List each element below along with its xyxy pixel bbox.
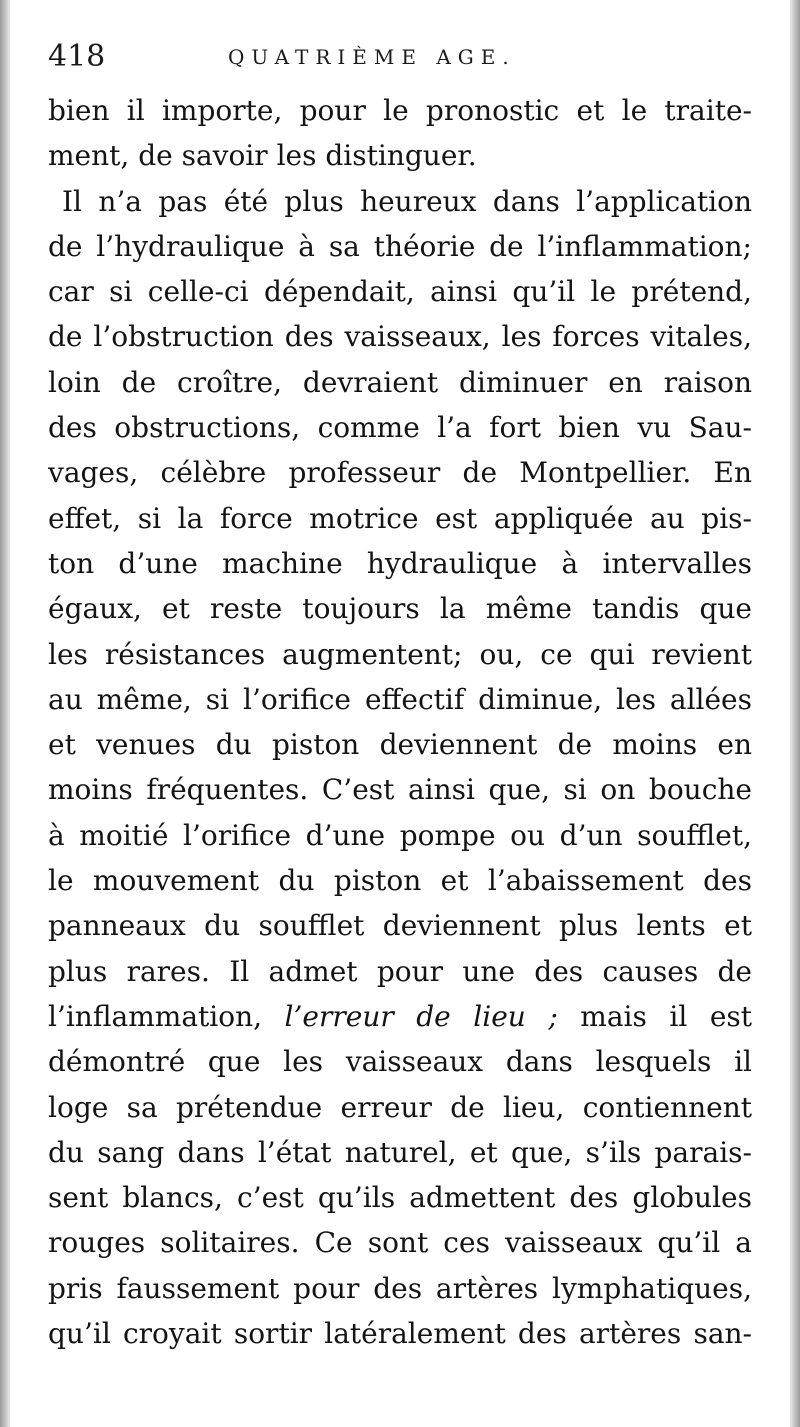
text-line: qu’il croyait sortir latéralement des artères san- [48, 1317, 752, 1351]
text-line: du sang dans l’état naturel, et que, s’ils parais- [48, 1135, 752, 1169]
body-text [48, 88, 752, 1356]
page-number: 418 [48, 39, 106, 74]
text-line: pris faussement pour des artères lymphatiques, [48, 1271, 752, 1305]
line-end: mais il est [557, 999, 752, 1033]
text-line: au même, si l’orifice effectif diminue, les allées [48, 682, 752, 716]
text-line: effet, si la force motrice est appliquée au pis- [48, 501, 752, 535]
text-line: plus rares. Il admet pour une des causes de [48, 954, 752, 988]
text-line: sent blancs, c’est qu’ils admettent des globules [48, 1181, 752, 1215]
text-line: loin de croître, devraient diminuer en raison [48, 365, 752, 399]
text-line: bien il importe, pour le pronostic et le traite- [48, 94, 752, 127]
text-line: égaux, et reste toujours la même tandis que [48, 592, 752, 626]
text-line: ment, de savoir les distinguer. [48, 139, 477, 173]
text-line: le mouvement du piston et l’abaissement des [48, 864, 752, 898]
text-line: des obstructions, comme l’a fort bien vu Sau- [48, 411, 752, 445]
text-line: moins fréquentes. C’est ainsi que, si on bouche [48, 773, 752, 807]
text-line: de l’obstruction des vaisseaux, les forces vitales, [48, 320, 752, 354]
page-edge-right [790, 0, 800, 1427]
text-line: de l’hydraulique à sa théorie de l’inflammation; [48, 229, 752, 263]
text-line: les résistances augmentent; ou, ce qui revient [48, 637, 752, 671]
text-line: Il n’a pas été plus heureux dans l’application [62, 184, 752, 218]
text-line: car si celle-ci dépendait, ainsi qu’il le prétend, [48, 275, 752, 309]
text-line: rouges solitaires. Ce sont ces vaisseaux qu’il a [48, 1226, 752, 1260]
italic-phrase: l’erreur de lieu ; [284, 999, 558, 1033]
page-header [48, 34, 748, 80]
line-start: l’inflammation, [48, 999, 285, 1033]
text-line: panneaux du soufflet deviennent plus lents et [48, 909, 752, 943]
page-edge-left [0, 0, 10, 1427]
running-head: QUATRIÈME AGE. [228, 45, 516, 69]
text-line: ton d’une machine hydraulique à intervalles [48, 546, 752, 580]
text-line: et venues du piston deviennent de moins en [48, 728, 752, 762]
text-line: loge sa prétendue erreur de lieu, contiennent [48, 1090, 752, 1124]
text-line-with-italic [48, 994, 752, 1039]
text-line: à moitié l’orifice d’une pompe ou d’un soufflet, [48, 818, 752, 852]
text-line: démontré que les vaisseaux dans lesquels il [48, 1045, 752, 1079]
text-line: vages, célèbre professeur de Montpellier. En [48, 456, 752, 490]
